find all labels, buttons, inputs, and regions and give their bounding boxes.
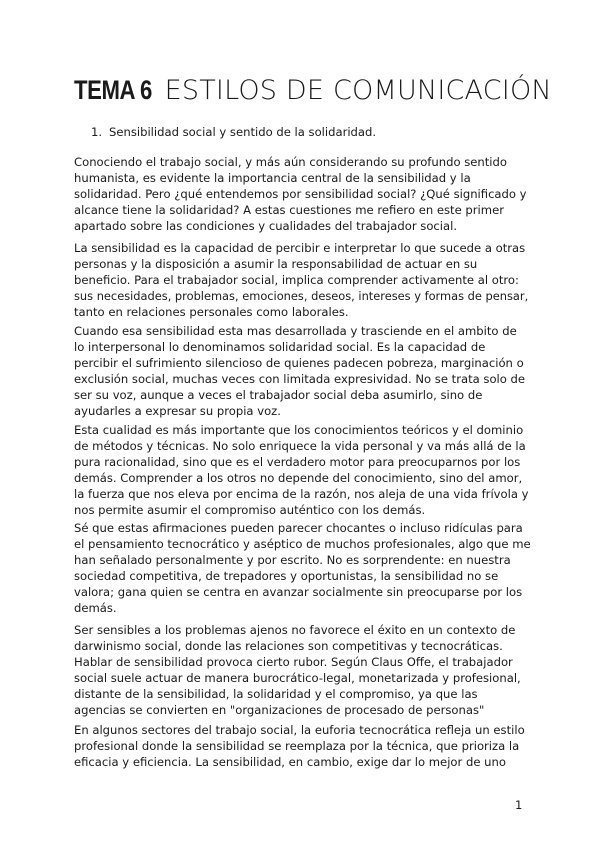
text-line: lo interpersonal lo denominamos solidaridad social. Es la capacidad de (74, 340, 486, 354)
text-line: tanto en relaciones personales como laborales. (74, 305, 349, 319)
list-text: Sensibilidad social y sentido de la solidaridad. (109, 125, 377, 139)
text-line: distante de la sensibilidad, la solidaridad y el compromiso, ya que las (74, 687, 478, 701)
text-line: el pensamiento tecnocrático y aséptico de muchos profesionales, algo que me (74, 537, 531, 551)
paragraph-6 (74, 622, 534, 718)
text-line: ser su voz, aunque a veces el trabajador social deba asumirlo, sino de (74, 388, 483, 402)
section-heading-item (91, 124, 376, 140)
text-line: social suele actuar de manera burocrático-legal, monetarizada y profesional, (74, 671, 521, 685)
text-line: exclusión social, muchas veces con limitada expresividad. No se trata solo de (74, 372, 526, 386)
text-line: agencias se convierten en "organizaciones de procesado de personas" (74, 703, 485, 717)
text-line: En algunos sectores del trabajo social, la euforia tecnocrática refleja un estilo (74, 723, 525, 737)
text-line: percibir el sufrimiento silencioso de quienes padecen pobreza, marginación o (74, 356, 524, 370)
text-line: nos permite asumir el compromiso auténtico con los demás. (74, 503, 426, 517)
text-line: solidaridad. Pero ¿qué entendemos por sensibilidad social? ¿Qué significado y (74, 187, 527, 201)
text-line: personas y la disposición a asumir la responsabilidad de actuar en su (74, 257, 478, 271)
text-line: valora; gana quien se centra en avanzar socialmente sin preocuparse por los (74, 585, 523, 599)
text-line: La sensibilidad es la capacidad de percibir e interpretar lo que sucede a otras (74, 241, 526, 255)
text-line: Ser sensibles a los problemas ajenos no favorece el éxito en un contexto de (74, 623, 516, 637)
text-line: la fuerza que nos eleva por encima de la razón, nos aleja de una vida frívola y (74, 487, 529, 501)
text-line: han señalado personalmente y por escrito. No es sorprendente: en nuestra (74, 553, 511, 567)
text-line: Conociendo el trabajo social, y más aún considerando su profundo sentido (74, 155, 507, 169)
text-line: beneficio. Para el trabajador social, implica comprender activamente al otro: (74, 273, 519, 287)
text-line: alcance tiene la solidaridad? A estas cuestiones me refiero en este primer (74, 203, 504, 217)
text-line: ayudarles a expresar su propia voz. (74, 404, 281, 418)
paragraph-2 (74, 240, 534, 320)
text-line: demás. Comprender a los otros no depende del conocimiento, sino del amor, (74, 471, 523, 485)
text-line: pura racionalidad, sino que es el verdadero motor para preocuparnos por los (74, 455, 521, 469)
paragraph-7 (74, 722, 534, 770)
text-line: Cuando esa sensibilidad esta mas desarrollada y trasciende en el ambito de (74, 324, 517, 338)
list-number: 1. (91, 125, 103, 139)
title-topic-number: TEMA 6 (74, 75, 152, 105)
text-line: Sé que estas afirmaciones pueden parecer chocantes o incluso ridículas para (74, 521, 523, 535)
text-line: darwinismo social, donde las relaciones son competitivas y tecnocráticas. (74, 639, 503, 653)
text-line: de métodos y técnicas. No solo enriquece la vida personal y va más allá de la (74, 439, 526, 453)
text-line: sociedad competitiva, de trepadores y oportunistas, la sensibilidad no se (74, 569, 499, 583)
text-line: profesional donde la sensibilidad se reemplaza por la técnica, que prioriza la (74, 739, 520, 753)
text-line: sus necesidades, problemas, emociones, deseos, intereses y formas de pensar, (74, 289, 529, 303)
text-line: humanista, es evidente la importancia central de la sensibilidad y la (74, 171, 471, 185)
text-line: Hablar de sensibilidad provoca cierto rubor. Según Claus Offe, el trabajador (74, 655, 513, 669)
text-line: apartado sobre las condiciones y cualidades del trabajador social. (74, 219, 458, 233)
paragraph-5 (74, 520, 534, 616)
page-title (74, 74, 552, 107)
paragraph-3 (74, 323, 534, 419)
paragraph-4 (74, 422, 534, 518)
text-line: Esta cualidad es más importante que los conocimientos teóricos y el dominio (74, 423, 524, 437)
text-line: eficacia y eficiencia. La sensibilidad, en cambio, exige dar lo mejor de uno (74, 755, 506, 769)
paragraph-1 (74, 154, 534, 234)
title-topic-name: ESTILOS DE COMUNICACIÓN (164, 75, 552, 106)
page-number: 1 (515, 798, 523, 812)
text-line: demás. (74, 601, 117, 615)
